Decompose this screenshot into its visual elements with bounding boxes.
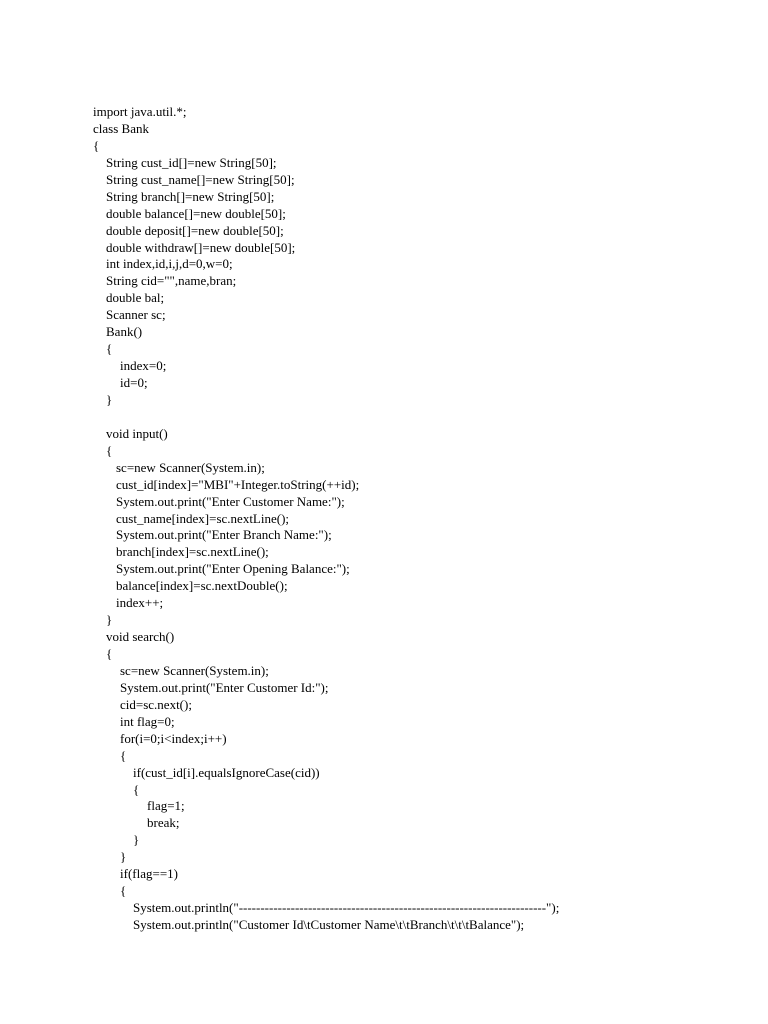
code-line: } bbox=[133, 832, 140, 848]
code-line: break; bbox=[147, 815, 180, 831]
code-line: flag=1; bbox=[147, 798, 185, 814]
code-line: if(flag==1) bbox=[120, 866, 178, 882]
code-line: } bbox=[120, 849, 127, 865]
code-line: System.out.print("Enter Customer Name:"); bbox=[116, 493, 345, 509]
code-line: int index,id,i,j,d=0,w=0; bbox=[106, 256, 233, 272]
code-line: int flag=0; bbox=[120, 713, 175, 729]
code-line: double bal; bbox=[106, 290, 165, 306]
code-line: System.out.print("Enter Branch Name:"); bbox=[116, 527, 332, 543]
code-line: void search() bbox=[106, 629, 175, 645]
code-listing bbox=[93, 104, 753, 934]
code-line: if(cust_id[i].equalsIgnoreCase(cid)) bbox=[133, 764, 320, 780]
code-line: branch[index]=sc.nextLine(); bbox=[116, 544, 269, 560]
code-line: { bbox=[120, 747, 127, 763]
code-line: index=0; bbox=[120, 358, 167, 374]
code-line: Scanner sc; bbox=[106, 307, 166, 323]
code-line: import java.util.*; bbox=[93, 104, 187, 119]
code-line: cid=sc.next(); bbox=[120, 696, 192, 712]
code-line: sc=new Scanner(System.in); bbox=[116, 459, 265, 475]
code-line bbox=[93, 409, 753, 426]
code-line: System.out.print("Enter Opening Balance:"); bbox=[116, 561, 350, 577]
code-line: double withdraw[]=new double[50]; bbox=[106, 239, 296, 255]
code-line: System.out.println("Customer Id\tCustomer Name\t\tBranch\t\t\tBalance"); bbox=[133, 917, 525, 932]
code-line: { bbox=[133, 781, 140, 797]
code-line: id=0; bbox=[120, 375, 148, 390]
code-line: String branch[]=new String[50]; bbox=[106, 188, 275, 204]
code-line: Bank() bbox=[106, 324, 143, 340]
code-line: { bbox=[120, 883, 127, 899]
code-line: cust_name[index]=sc.nextLine(); bbox=[116, 510, 290, 526]
code-line: String cid="",name,bran; bbox=[106, 273, 237, 289]
code-line: class Bank bbox=[93, 120, 149, 136]
code-line: for(i=0;i<index;i++) bbox=[120, 730, 227, 746]
code-line: System.out.println("-----------------------------------------------------------------------"); bbox=[133, 900, 560, 916]
code-line: } bbox=[106, 391, 113, 407]
code-line: double deposit[]=new double[50]; bbox=[106, 222, 284, 238]
code-line: { bbox=[106, 341, 113, 357]
code-line: { bbox=[93, 137, 100, 153]
code-line: void input() bbox=[106, 425, 168, 441]
code-line: { bbox=[106, 646, 113, 661]
code-line: String cust_name[]=new String[50]; bbox=[106, 171, 295, 187]
code-line: double balance[]=new double[50]; bbox=[106, 205, 286, 221]
code-line: String cust_id[]=new String[50]; bbox=[106, 154, 277, 170]
code-line: balance[index]=sc.nextDouble(); bbox=[116, 578, 288, 594]
code-line: { bbox=[106, 442, 113, 458]
code-line: System.out.print("Enter Customer Id:"); bbox=[120, 679, 329, 695]
code-line: index++; bbox=[116, 595, 164, 611]
code-line: sc=new Scanner(System.in); bbox=[120, 662, 269, 678]
code-line: } bbox=[106, 612, 113, 628]
code-line: cust_id[index]="MBI"+Integer.toString(++id); bbox=[116, 476, 360, 492]
